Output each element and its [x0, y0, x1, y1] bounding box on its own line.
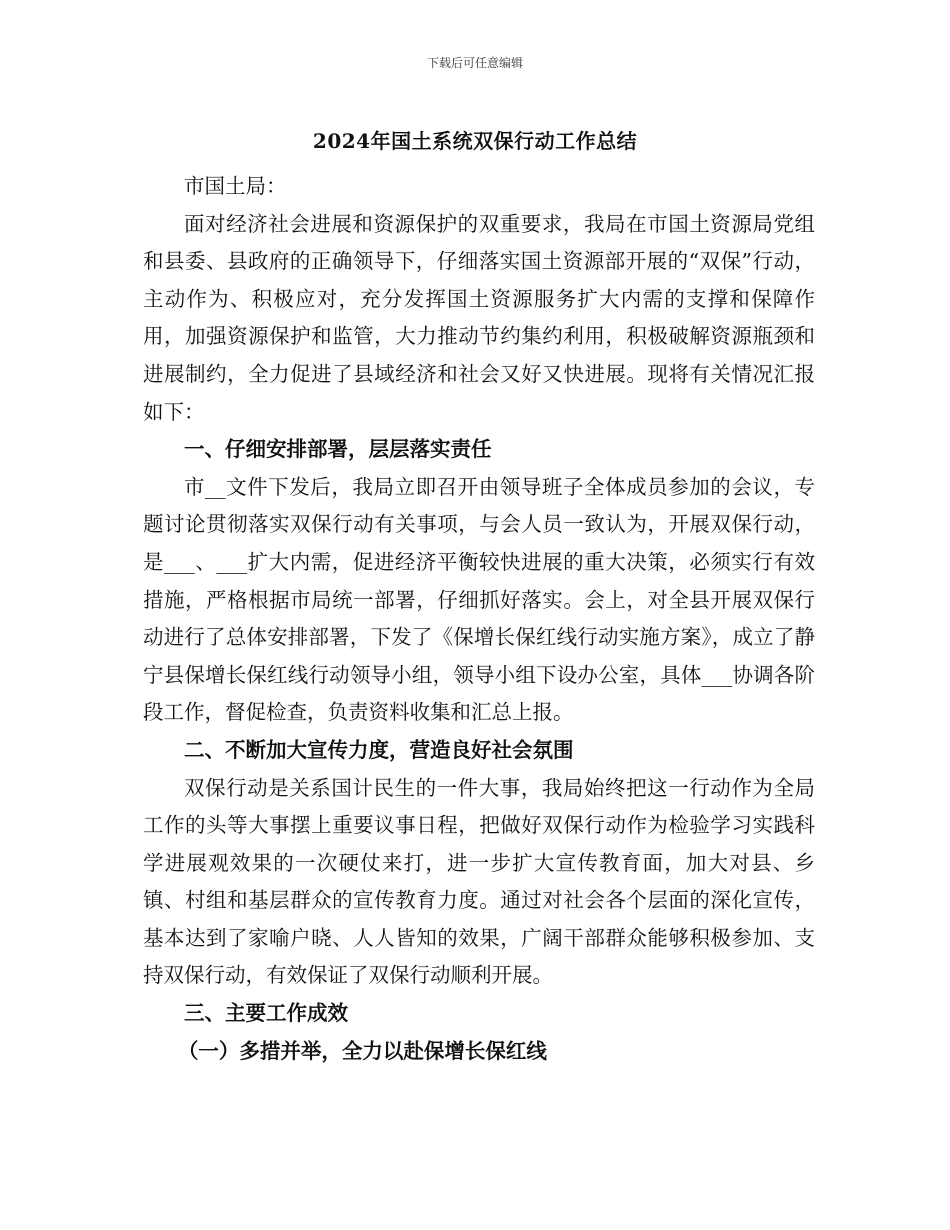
document-title: 2024年国土系统双保行动工作总结 — [312, 129, 638, 153]
paragraph-section-1: 市__文件下发后，我局立即召开由领导班子全体成员参加的会议，专题讨论贯彻落实双保行动有关事项，与会人员一致认为，开展双保行动，是___、___扩大内需，促进经济平衡较快进展的重大决策，必须实行有效措施，严格根据市局统一部署，仔细抓好落实。会上，对全县开展双保行动进行了总体安排部署，下发了《保增长保红线行动实施方案》，成立了静宁县保增长保红线行动领导小组，领导小组下设办公室，具体___协调各阶段工作，督促检查，负责资料收集和汇总上报。 — [143, 474, 815, 725]
paragraph-section-2: 双保行动是关系国计民生的一件大事，我局始终把这一行动作为全局工作的头等大事摆上重要议事日程，把做好双保行动作为检验学习实践科学进展观效果的一次硬仗来打，进一步扩大宣传教育面，加大对县、乡镇、村组和基层群众的宣传教育力度。通过对社会各个层面的深化宣传，基本达到了家喻户晓、人人皆知的效果，广阔干部群众能够积极参加、支持双保行动，有效保证了双保行动顺利开展。 — [143, 775, 815, 988]
salutation: 市国土局： — [184, 174, 287, 198]
document-body — [143, 168, 815, 1070]
section-heading-1: 一、仔细安排部署，层层落实责任 — [184, 437, 492, 462]
section-heading-2: 二、不断加大宣传力度，营造良好社会氛围 — [184, 737, 574, 762]
page-header: 下载后可任意编辑 — [426, 56, 523, 70]
section-heading-3: 三、主要工作成效 — [184, 1001, 348, 1026]
paragraph-intro: 面对经济社会进展和资源保护的双重要求，我局在市国土资源局党组和县委、县政府的正确领导下，仔细落实国土资源部开展的“双保”行动，主动作为、积极应对，充分发挥国土资源服务扩大内需的支撑和保障作用，加强资源保护和监管，大力推动节约集约利用，积极破解资源瓶颈和进展制约，全力促进了县域经济和社会又好又快进展。现将有关情况汇报如下： — [143, 211, 815, 424]
subsection-heading-1: （一）多措并举，全力以赴保增长保红线 — [177, 1038, 547, 1063]
